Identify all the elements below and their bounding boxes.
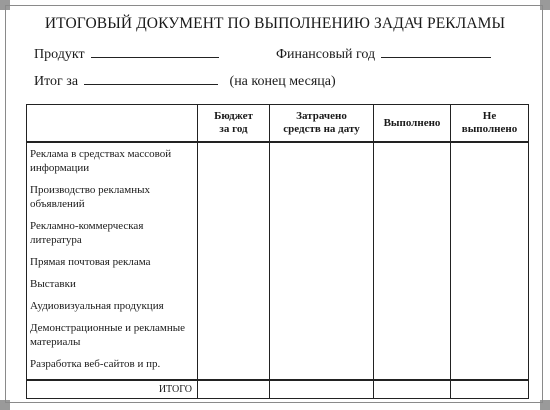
product-label: Продукт [34,47,85,62]
header-not-completed: Не выполнено [451,105,529,143]
list-item: Аудиовизуальная продукция [30,300,164,312]
document-title: ИТОГОВЫЙ ДОКУМЕНТ ПО ВЫПОЛНЕНИЮ ЗАДАЧ РЕКЛАМЫ [44,15,506,32]
total-for-input-line[interactable] [84,71,218,85]
tasks-table-wrapper [26,104,528,395]
total-spent-cell[interactable] [270,380,374,399]
not-completed-column-cell[interactable] [451,142,529,380]
table-body-row [27,142,529,380]
total-not-completed-cell[interactable] [451,380,529,399]
total-row [27,380,529,399]
total-completed-cell[interactable] [374,380,451,399]
header-completed: Выполнено [374,105,451,143]
completed-column-cell[interactable] [374,142,451,380]
list-item: Рекламно-коммерческая литература [30,220,144,246]
total-for-label: Итог за [34,74,79,89]
header-item [27,105,198,143]
items-cell [27,142,198,380]
fiscal-year-label: Финансовый год [276,47,376,62]
list-item: Выставки [30,278,76,290]
product-input-line[interactable] [91,44,219,58]
month-end-note: (на конец месяца) [229,74,336,89]
spent-column-cell[interactable] [270,142,374,380]
total-budget-cell[interactable] [198,380,270,399]
list-item: Реклама в средствах массовой информации [30,148,172,174]
budget-column-cell[interactable] [198,142,270,380]
product-field [34,44,219,63]
tasks-table [26,104,529,399]
table-header-row [27,105,529,143]
list-item: Демонстрационные и рекламные материалы [30,322,185,348]
fiscal-year-field [276,44,491,63]
fiscal-year-input-line[interactable] [381,44,491,58]
total-for-field [34,71,336,90]
header-annual-budget: Бюджет за год [198,105,270,143]
header-spent-to-date: Затрачено средств на дату [270,105,374,143]
total-label: ИТОГО [27,380,198,399]
list-item: Прямая почтовая реклама [30,256,151,268]
list-item: Разработка веб-сайтов и пр. [30,358,161,370]
list-item: Производство рекламных объявлений [30,184,150,210]
